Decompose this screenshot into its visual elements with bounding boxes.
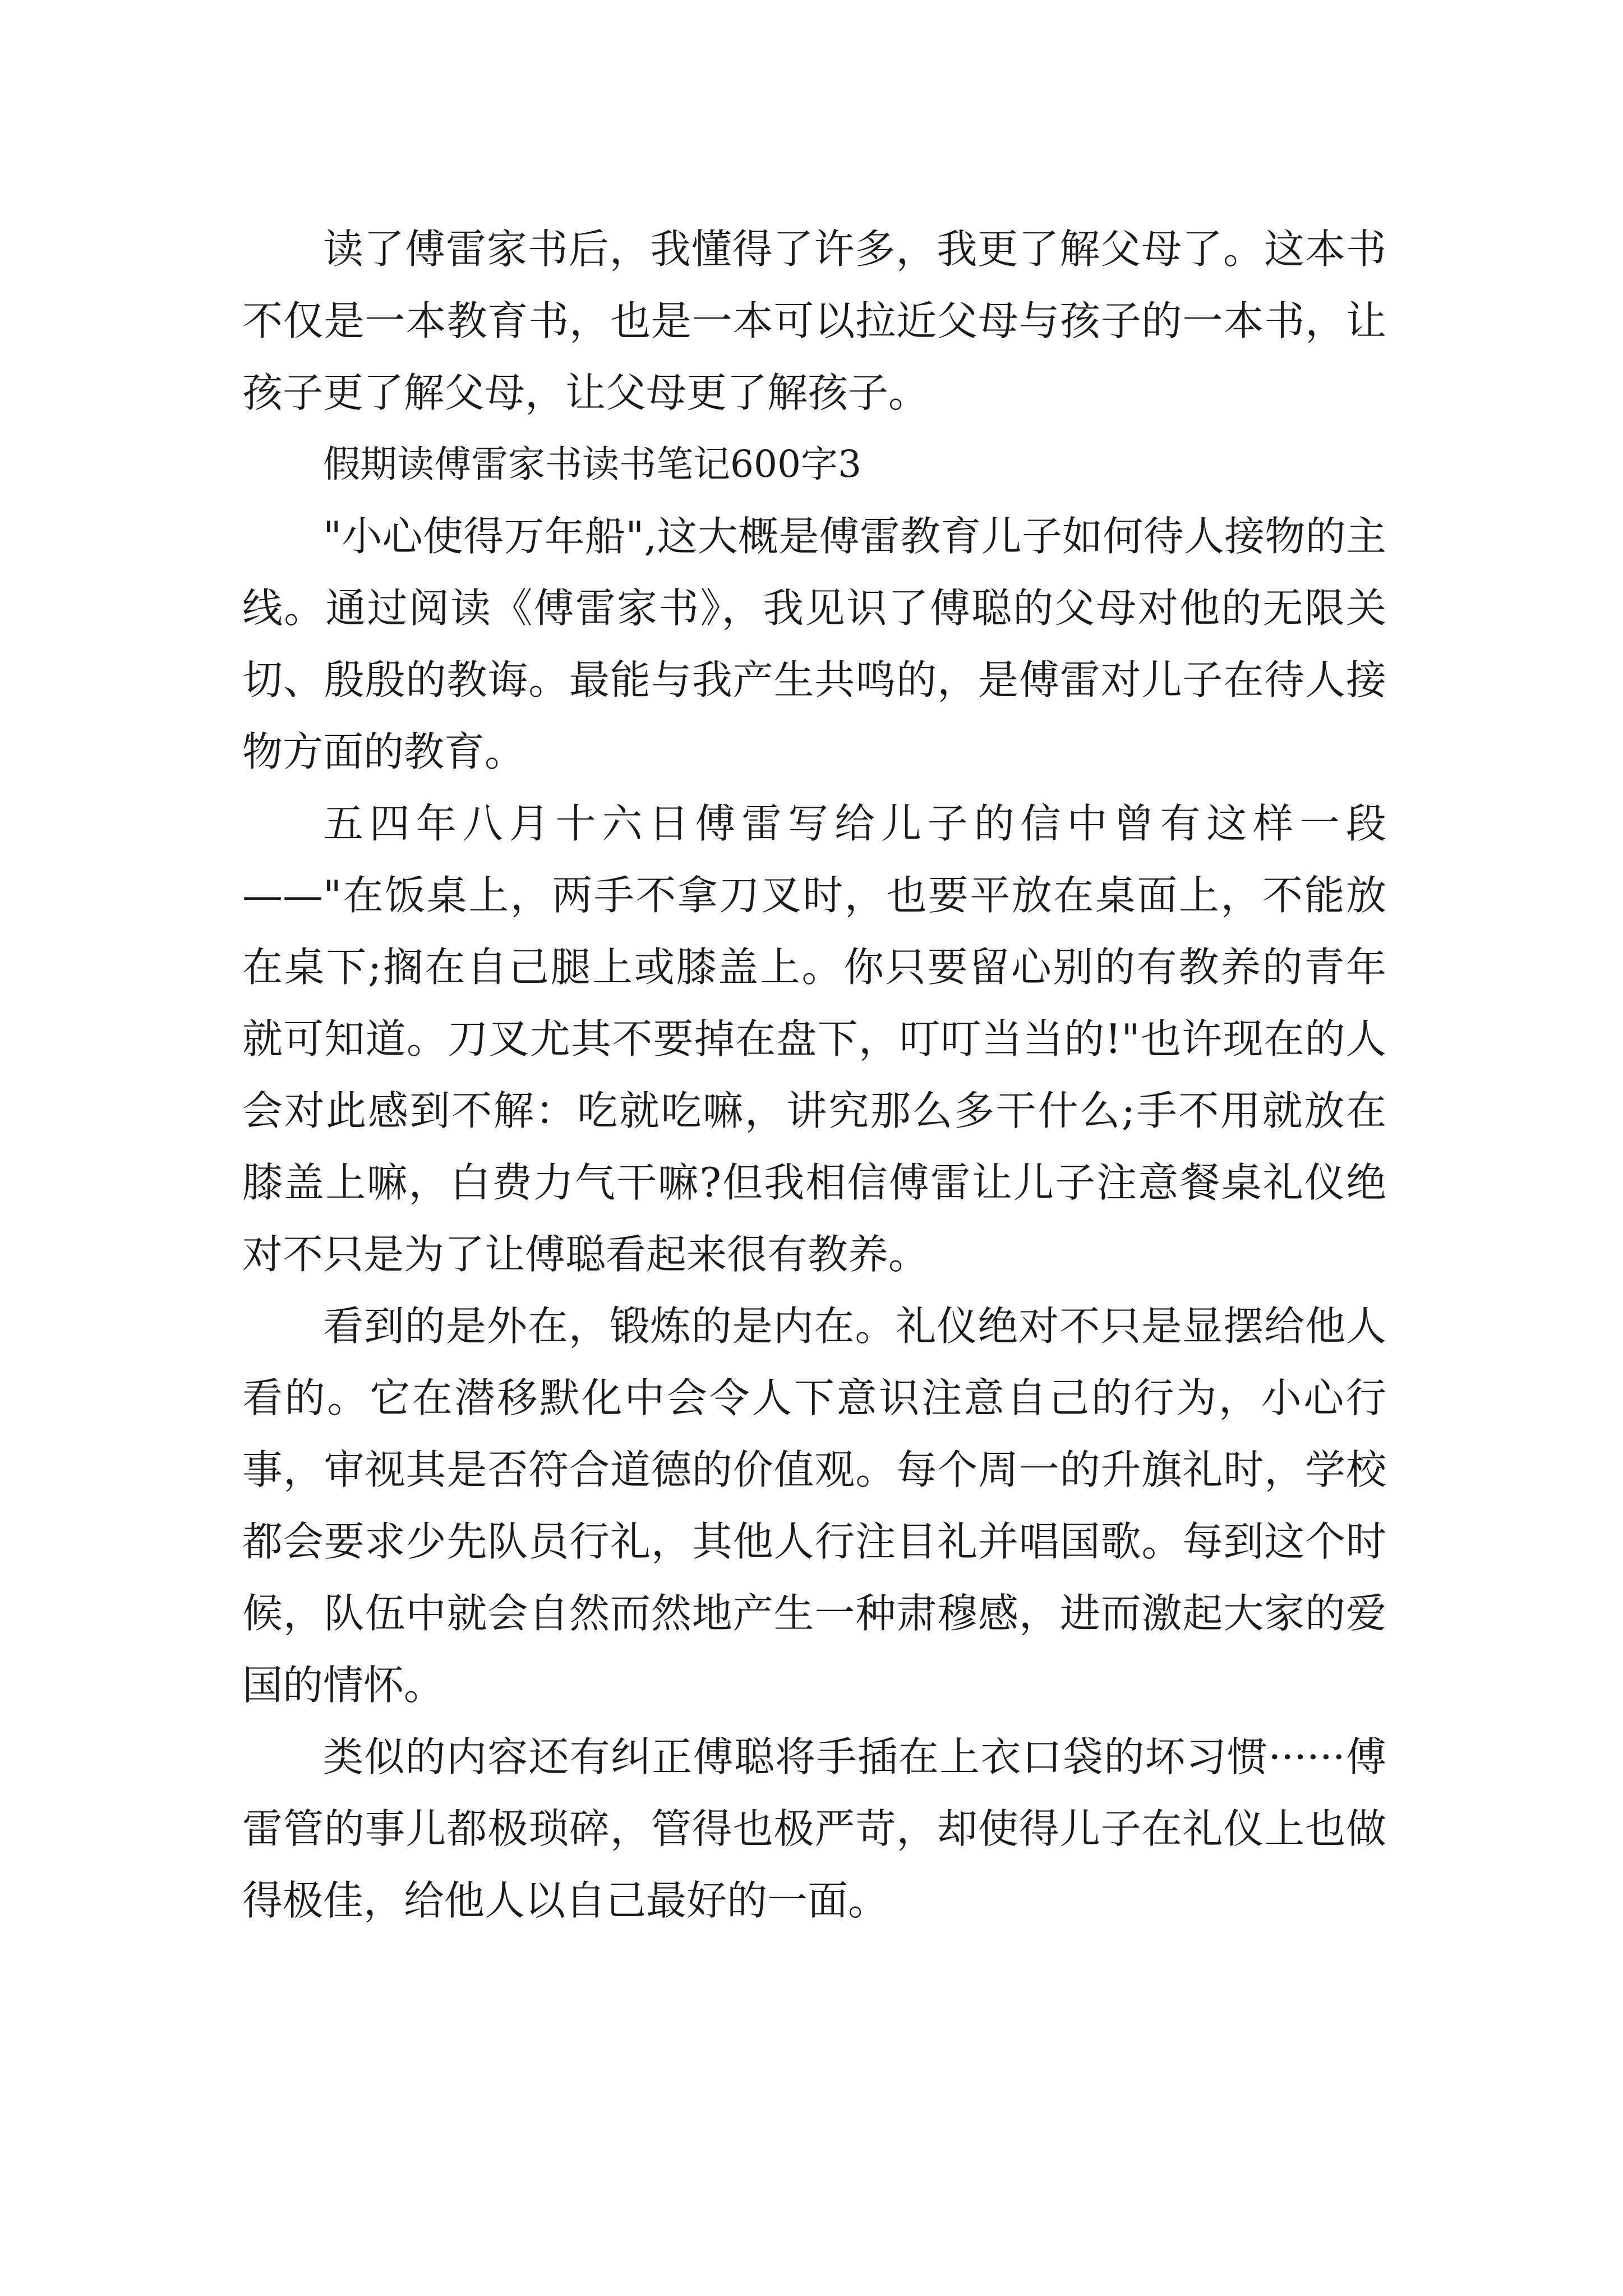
- paragraph-4: 类似的内容还有纠正傅聪将手插在上衣口袋的坏习惯······傅雷管的事儿都极琐碎，管得也极严苛，却使得儿子在礼仪上也做得极佳，给他人以自己最好的一面。: [242, 1733, 1386, 1924]
- section-heading: 假期读傅雷家书读书笔记600字3: [323, 443, 861, 486]
- paragraph-intro: 读了傅雷家书后，我懂得了许多，我更了解父母了。这本书不仅是一本教育书，也是一本可以拉近父母与孩子的一本书，让孩子更了解父母，让父母更了解孩子。: [242, 226, 1386, 416]
- document-body: [242, 213, 1386, 1936]
- paragraph-2: 五四年八月十六日傅雷写给儿子的信中曾有这样一段——"在饭桌上，两手不拿刀叉时，也要平放在桌面上，不能放在桌下;搁在自己腿上或膝盖上。你只要留心别的有教养的青年就可知道。刀叉尤其不要掉在盘下，叮叮当当的!"也许现在的人会对此感到不解：吃就吃嘛，讲究那么多干什么;手不用就放在膝盖上嘛，白费力气干嘛?但我相信傅雷让儿子注意餐桌礼仪绝对不只是为了让傅聪看起来很有教养。: [242, 800, 1386, 1278]
- paragraph-1: "小心使得万年船",这大概是傅雷教育儿子如何待人接物的主线。通过阅读《傅雷家书》，我见识了傅聪的父母对他的无限关切、殷殷的教诲。最能与我产生共鸣的，是傅雷对儿子在待人接物方面的教育。: [242, 513, 1386, 775]
- paragraph-3: 看到的是外在，锻炼的是内在。礼仪绝对不只是显摆给他人看的。它在潜移默化中会令人下意识注意自己的行为，小心行事，审视其是否符合道德的价值观。每个周一的升旗礼时，学校都会要求少先队员行礼，其他人行注目礼并唱国歌。每到这个时候，队伍中就会自然而然地产生一种肃穆感，进而激起大家的爱国的情怀。: [242, 1303, 1386, 1709]
